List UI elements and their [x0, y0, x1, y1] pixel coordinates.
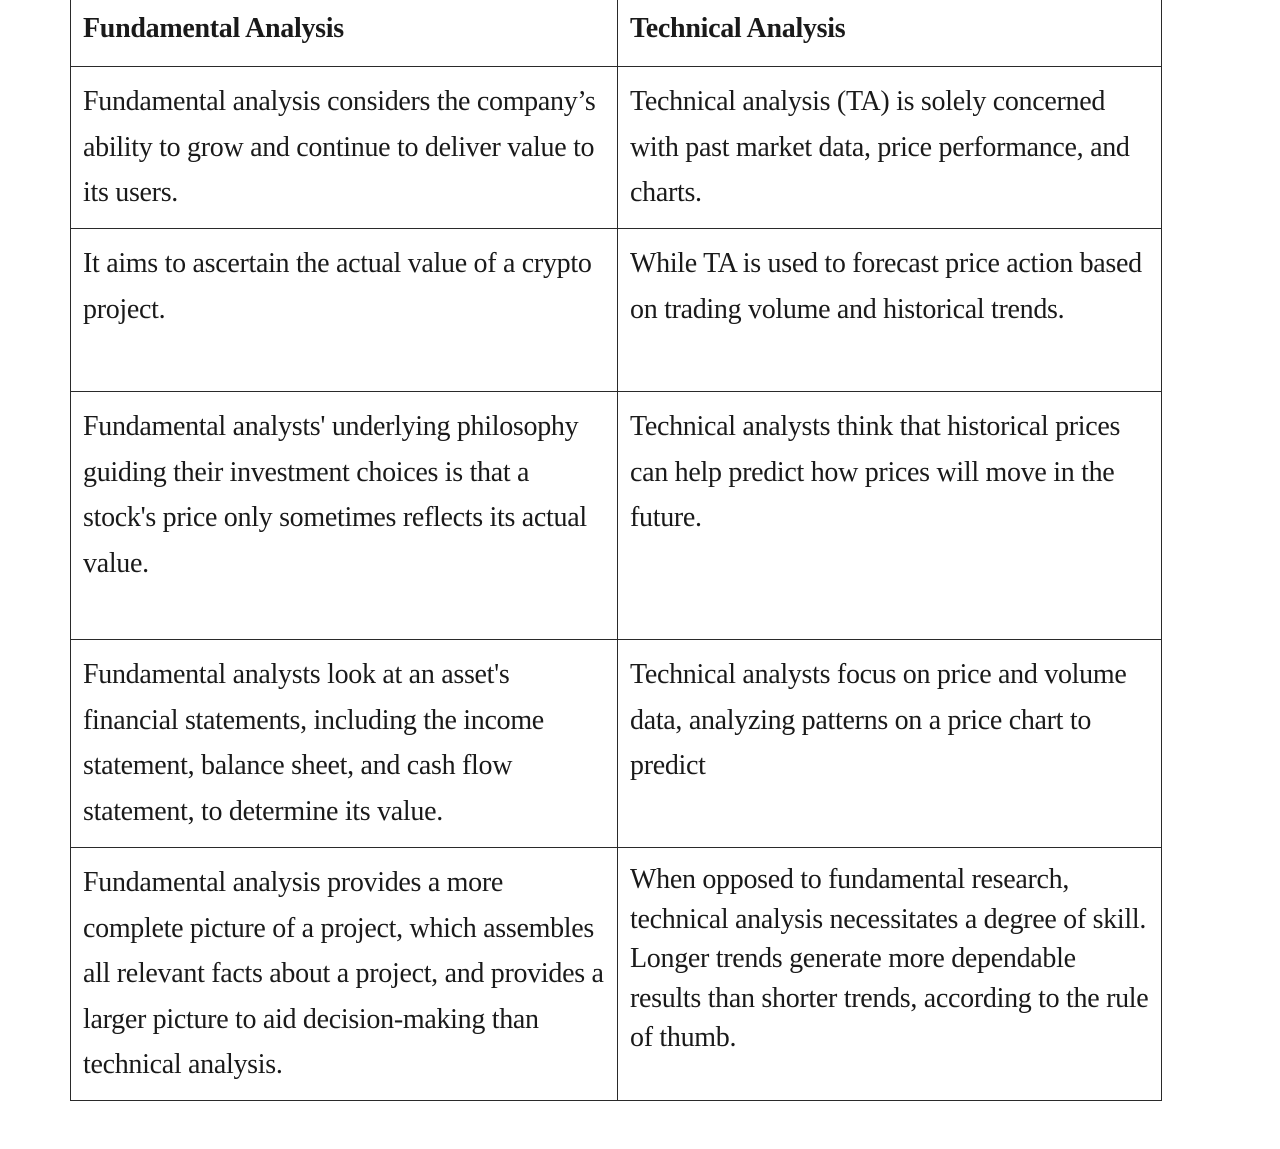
fundamental-cell: Fundamental analysis considers the company’s ability to grow and continue to deliver value to its users. — [71, 67, 618, 229]
table-row — [71, 848, 1162, 1101]
technical-cell: Technical analysts focus on price and volume data, analyzing patterns on a price chart to predict — [618, 640, 1162, 848]
technical-cell: While TA is used to forecast price action based on trading volume and historical trends. — [618, 229, 1162, 392]
technical-cell: When opposed to fundamental research, technical analysis necessitates a degree of skill. Longer trends generate more dependable results than shorter trends, according to the rule of thumb. — [618, 848, 1162, 1101]
fundamental-cell: Fundamental analysts look at an asset's financial statements, including the income statement, balance sheet, and cash flow statement, to determine its value. — [71, 640, 618, 848]
header-fundamental-analysis: Fundamental Analysis — [71, 0, 618, 67]
comparison-table — [70, 0, 1162, 1101]
table-row — [71, 640, 1162, 848]
technical-cell: Technical analysis (TA) is solely concerned with past market data, price performance, and charts. — [618, 67, 1162, 229]
table-row — [71, 392, 1162, 640]
table-row — [71, 229, 1162, 392]
table-header-row — [71, 0, 1162, 67]
table-row — [71, 67, 1162, 229]
fundamental-cell: It aims to ascertain the actual value of a crypto project. — [71, 229, 618, 392]
header-technical-analysis: Technical Analysis — [618, 0, 1162, 67]
technical-cell: Technical analysts think that historical prices can help predict how prices will move in the future. — [618, 392, 1162, 640]
fundamental-cell: Fundamental analysis provides a more complete picture of a project, which assembles all relevant facts about a project, and provides a larger picture to aid decision-making than technical analysis. — [71, 848, 618, 1101]
fundamental-cell: Fundamental analysts' underlying philosophy guiding their investment choices is that a stock's price only sometimes reflects its actual value. — [71, 392, 618, 640]
